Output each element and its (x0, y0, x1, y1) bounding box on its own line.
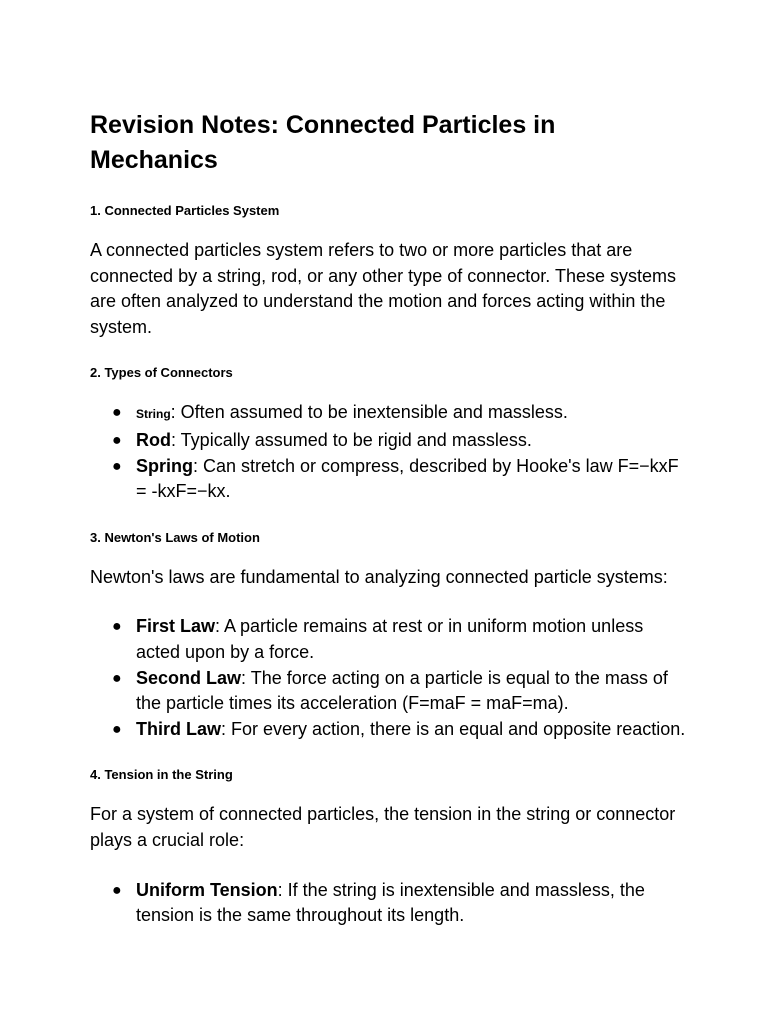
list-item (90, 878, 690, 929)
list-item-term: Second Law (136, 667, 242, 688)
tension-list (90, 878, 690, 929)
list-item (90, 454, 690, 505)
section-paragraph-tension: For a system of connected particles, the tension in the string or connector plays a crucial role: (90, 804, 676, 850)
section-heading-tension: 4. Tension in the String (90, 767, 233, 783)
document-page (90, 108, 690, 953)
list-item-text: : Typically assumed to be rigid and massless. (171, 429, 532, 450)
list-item-text: : The force acting on a particle is equal to the mass of the particle times its acceleration (F=maF = maF=ma). (136, 667, 668, 714)
list-item-term: Rod (136, 429, 171, 450)
bullet-icon: ● (112, 457, 122, 475)
list-item-term: First Law (136, 616, 216, 637)
section-heading-newtons-laws: 3. Newton's Laws of Motion (90, 529, 260, 545)
list-item-term: Uniform Tension (136, 879, 278, 900)
section-paragraph-newtons-laws: Newton's laws are fundamental to analyzing connected particle systems: (90, 566, 668, 587)
section-heading-types-of-connectors: 2. Types of Connectors (90, 365, 233, 381)
newtons-laws-list (90, 614, 690, 742)
list-item-text: : Often assumed to be inextensible and massless. (170, 402, 568, 423)
list-item (90, 614, 690, 665)
bullet-icon: ● (112, 881, 122, 899)
bullet-icon: ● (112, 404, 122, 422)
list-item-text: : If the string is inextensible and massless, the tension is the same throughout its length. (136, 879, 645, 926)
list-item (90, 666, 690, 717)
list-item (90, 400, 690, 428)
bullet-icon: ● (112, 431, 122, 449)
list-item-text: : Can stretch or compress, described by Hooke's law F=−kxF = -kxF=−kx. (136, 455, 679, 502)
list-item-text: : A particle remains at rest or in uniform motion unless acted upon by a force. (136, 616, 644, 662)
bullet-icon: ● (112, 720, 122, 738)
list-item (90, 428, 690, 454)
section-paragraph-connected-particles: A connected particles system refers to two or more particles that are connected by a string, rod, or any other type of connector. These systems are often analyzed to understand the motion and forces acting within the system. (90, 240, 676, 337)
list-item-term: Third Law (136, 718, 221, 739)
list-item-text: : For every action, there is an equal and opposite reaction. (221, 718, 686, 739)
bullet-icon: ● (112, 669, 122, 687)
list-item (90, 717, 690, 743)
list-item-term: Spring (136, 455, 193, 476)
section-heading-connected-particles: 1. Connected Particles System (90, 203, 280, 218)
page-title: Revision Notes: Connected Particles in Mechanics (90, 111, 556, 174)
bullet-icon: ● (112, 618, 122, 636)
list-item-term: String (136, 407, 171, 422)
connector-types-list (90, 400, 690, 504)
